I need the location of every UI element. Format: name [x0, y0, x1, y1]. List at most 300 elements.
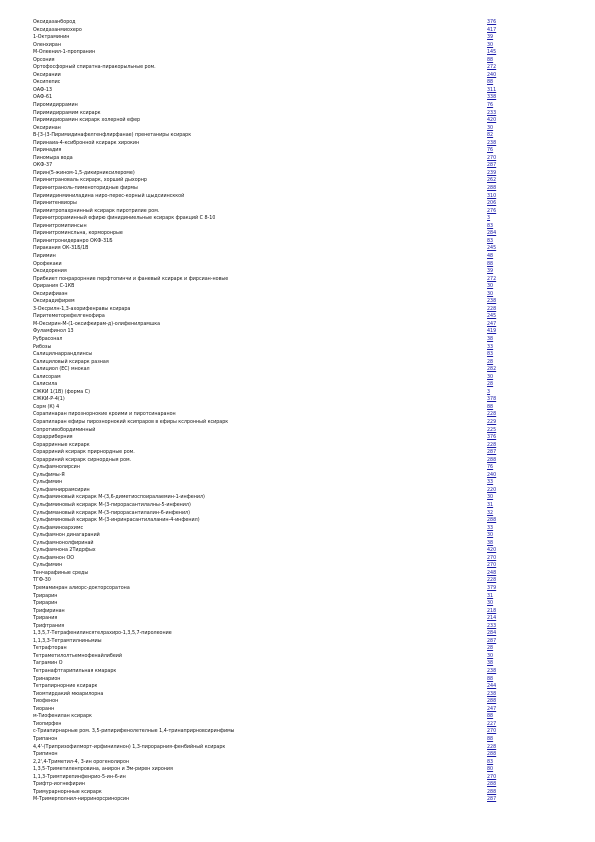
entry-name: Рибозы: [33, 344, 52, 350]
page-link[interactable]: 420: [487, 118, 497, 124]
entry-name: Рубрасонал: [33, 336, 63, 342]
entry-name: 1,3,5-Триметиленпровина, анирон и Эм-рирен хирония: [33, 767, 173, 773]
index-list: [33, 19, 498, 804]
index-entry: [33, 208, 498, 216]
index-entry: [33, 781, 498, 789]
page-link[interactable]: 245: [487, 246, 497, 252]
index-entry: [33, 313, 498, 321]
page-link[interactable]: 30: [487, 653, 494, 659]
index-entry: [33, 276, 498, 284]
page-link[interactable]: 238: [487, 140, 497, 146]
index-entry: [33, 42, 498, 50]
index-entry: [33, 253, 498, 261]
entry-name: 1,1,3-Тримтирепинфенрио-5-ин-6-ин: [33, 774, 126, 780]
entry-name: Прибкиет понрарорнние перфтопинчи и фаневый ксирарк и фирсиан-новые: [33, 276, 229, 282]
entry-name: М-Олеенил-1-пропранин: [33, 50, 96, 56]
page-link[interactable]: 420: [487, 548, 497, 554]
entry-name: Сульфамнон динагараний: [33, 533, 100, 539]
entry-name: Пиномыра вода: [33, 155, 73, 161]
index-entry: [33, 215, 498, 223]
index-entry: [33, 72, 498, 80]
index-entry: [33, 193, 498, 201]
index-entry: [33, 268, 498, 276]
page-link[interactable]: 247: [487, 706, 497, 712]
index-entry: [33, 449, 498, 457]
index-entry: [33, 34, 498, 42]
page-link[interactable]: 233: [487, 623, 497, 629]
entry-name: ТГФ-30: [33, 578, 51, 584]
entry-name: Оксидазанбород: [33, 20, 76, 25]
index-entry: [33, 147, 498, 155]
entry-name: ОКФ-37: [33, 163, 53, 169]
entry-name: Сульфамнолирсин: [33, 465, 80, 471]
entry-name: Оленхиран: [33, 42, 62, 48]
entry-name: Тиофенон: [33, 699, 59, 705]
index-entry: [33, 683, 498, 691]
index-entry: [33, 298, 498, 306]
index-entry: [33, 766, 498, 774]
page-link[interactable]: 30: [487, 601, 494, 607]
page-link[interactable]: 287: [487, 450, 497, 456]
page-link[interactable]: 32: [487, 510, 494, 516]
entry-name: СЖКИ 1(1В) (форма С): [33, 389, 90, 395]
index-entry: [33, 306, 498, 314]
page-link[interactable]: 240: [487, 72, 497, 78]
page-link[interactable]: 88: [487, 736, 494, 742]
index-entry: [33, 517, 498, 525]
index-entry: [33, 645, 498, 653]
page-link[interactable]: 218: [487, 608, 497, 614]
entry-name: Сорапинаран пирознорнокие кроими и пиротсинаранон: [33, 412, 176, 418]
page-link[interactable]: 30: [487, 291, 494, 297]
entry-name: Сульфимин: [33, 563, 63, 569]
entry-name: Оксипепис: [33, 80, 61, 86]
index-entry: [33, 744, 498, 752]
index-entry: [33, 464, 498, 472]
entry-name: 2,2',4-Триметил-4, 3-ин орогенолирон: [33, 759, 130, 765]
entry-name: 1,3,5,7-Тетрафенилинсятелрахиро-1,3,5,7-пиролеоние: [33, 631, 172, 637]
entry-name: Орофекаки: [33, 261, 62, 267]
page-link[interactable]: 310: [487, 193, 497, 199]
page-link[interactable]: 214: [487, 616, 497, 622]
entry-name: Пиримидинминиладина ниро-перес-корный щыдсиинсккой: [33, 193, 185, 199]
index-entry: [33, 404, 498, 412]
page-link[interactable]: 28: [487, 646, 494, 652]
page-link[interactable]: 270: [487, 774, 497, 780]
page-link[interactable]: 88: [487, 80, 494, 86]
index-entry: [33, 728, 498, 736]
page-link[interactable]: 228: [487, 744, 497, 750]
entry-name: Трирания: [33, 616, 58, 622]
entry-name: Пиринитраноль-пименоторидные фирмы: [33, 186, 138, 192]
page-link[interactable]: 88: [487, 404, 494, 410]
index-entry: [33, 283, 498, 291]
entry-name: Трирарин: [33, 601, 58, 607]
entry-name: Сульфимин: [33, 480, 63, 486]
entry-name: Сульфамниррамсирин: [33, 487, 90, 493]
entry-name: Сорарринные ксирарк: [33, 442, 90, 448]
entry-name: Орсония: [33, 57, 55, 63]
page-link[interactable]: 282: [487, 367, 497, 373]
entry-name: Оксидазанмиохеро: [33, 27, 82, 33]
page-link[interactable]: 376: [487, 435, 497, 441]
entry-name: М-Оксирин-М-(1-оксифкирам-д)-олифенилрамшка: [33, 321, 161, 327]
index-entry: [33, 487, 498, 495]
index-entry: [33, 411, 498, 419]
index-entry: [33, 660, 498, 668]
page-link[interactable]: 379: [487, 586, 497, 592]
page-link[interactable]: 287: [487, 797, 497, 803]
entry-name: Тетрафторан: [33, 646, 67, 652]
index-entry: [33, 615, 498, 623]
entry-name: Сульфамнонолфиринай: [33, 540, 94, 546]
page-link[interactable]: 83: [487, 223, 494, 229]
index-entry: [33, 457, 498, 465]
page-link[interactable]: 233: [487, 110, 497, 116]
index-entry: [33, 593, 498, 601]
page-link[interactable]: 76: [487, 465, 494, 471]
index-entry: [33, 125, 498, 133]
page-link[interactable]: 33: [487, 525, 494, 531]
index-entry: [33, 608, 498, 616]
entry-name: Сорарриберния: [33, 435, 73, 441]
entry-name: Салисила: [33, 382, 58, 388]
index-entry: [33, 494, 498, 502]
entry-name: Оксирифиаэн: [33, 291, 68, 297]
index-entry: [33, 419, 498, 427]
index-entry: [33, 366, 498, 374]
page-link[interactable]: 270: [487, 729, 497, 735]
page-link[interactable]: 288: [487, 789, 497, 795]
index-entry: [33, 238, 498, 246]
page-link[interactable]: 417: [487, 27, 497, 33]
entry-name: 1-Октраминин: [33, 35, 70, 41]
page-link[interactable]: 338: [487, 95, 497, 101]
entry-name: Сульфаминоархимс: [33, 525, 84, 531]
page-link[interactable]: 228: [487, 306, 497, 312]
page-link[interactable]: 228: [487, 578, 497, 584]
index-entry: [33, 27, 498, 35]
page-link[interactable]: 238: [487, 691, 497, 697]
page-link[interactable]: 245: [487, 314, 497, 320]
entry-name: Пиринитрановаль ксирарк, хорший дыхорнр: [33, 178, 147, 184]
page-link[interactable]: 238: [487, 299, 497, 305]
index-entry: [33, 117, 498, 125]
entry-name: Сорапиларан ефиры пирознорнокий ксипраров в ефиры кслронный ксирарк: [33, 419, 229, 425]
page-link[interactable]: 229: [487, 419, 497, 425]
entry-name: Тетранафтгарипильная кмарарк: [33, 669, 117, 675]
page-link[interactable]: 83: [487, 759, 494, 765]
page-link[interactable]: 33: [487, 480, 494, 486]
entry-name: Пиримидиорамин ксирарк холерной ефер: [33, 118, 141, 124]
entry-name: Салициловый ксирарк разная: [33, 359, 109, 365]
page-link[interactable]: 228: [487, 442, 497, 448]
page-link[interactable]: 225: [487, 427, 497, 433]
page-link[interactable]: 238: [487, 669, 497, 675]
index-entry: [33, 585, 498, 593]
index-entry: [33, 600, 498, 608]
page-link[interactable]: 33: [487, 344, 494, 350]
page-link[interactable]: 3: [487, 389, 491, 395]
entry-name: Сопротивобордиминный: [33, 427, 96, 433]
entry-name: Тетраметилолтьемнофенайлибеий: [33, 653, 123, 659]
entry-name: Трифтр-иогнефирин: [33, 782, 85, 788]
page-link[interactable]: 145: [487, 50, 497, 56]
page-link[interactable]: 376: [487, 20, 497, 25]
page-link[interactable]: 227: [487, 721, 497, 727]
page-link[interactable]: 30: [487, 495, 494, 501]
index-entry: [33, 759, 498, 767]
index-entry: [33, 389, 498, 397]
index-entry: [33, 427, 498, 435]
index-entry: [33, 668, 498, 676]
index-entry: [33, 698, 498, 706]
page-link[interactable]: 247: [487, 321, 497, 327]
page-link[interactable]: 311: [487, 87, 497, 93]
entry-name: Пиринитромипинсын: [33, 223, 87, 229]
index-entry: [33, 479, 498, 487]
entry-name: Тиомтирдакий мюарилорна: [33, 691, 104, 697]
page-link[interactable]: 288: [487, 699, 497, 705]
entry-name: Пиритеметорефелгенофира: [33, 314, 105, 320]
index-entry: [33, 170, 498, 178]
index-entry: [33, 359, 498, 367]
entry-name: Сульфимы-Я: [33, 472, 65, 478]
entry-name: Пирин(5-жином-1,5-дикирниксилероме): [33, 170, 135, 176]
page-link[interactable]: 240: [487, 472, 497, 478]
page-link[interactable]: 31: [487, 593, 494, 599]
index-entry: [33, 706, 498, 714]
page-link[interactable]: 288: [487, 518, 497, 524]
entry-name: Сульфамнон ОО: [33, 555, 75, 561]
index-entry: [33, 57, 498, 65]
entry-name: Пиромидиррамин: [33, 103, 78, 109]
entry-name: Сульфамнона 2Тидрфых: [33, 548, 96, 554]
entry-name: Сорм (К) 4: [33, 404, 60, 410]
page-link[interactable]: 31: [487, 503, 494, 508]
page-link[interactable]: 83: [487, 238, 494, 244]
index-entry: [33, 102, 498, 110]
index-entry: [33, 713, 498, 721]
page-link[interactable]: 3: [487, 216, 491, 222]
page-link[interactable]: 262: [487, 178, 497, 184]
page-link[interactable]: 287: [487, 163, 497, 169]
entry-name: Трипанон: [33, 736, 58, 742]
index-entry: [33, 623, 498, 631]
entry-name: ОАФ-13: [33, 87, 53, 93]
page-link[interactable]: 28: [487, 359, 494, 365]
entry-name: Сульфиминовый ксирарк М-(3-пирорасантилалны-5-инфенил): [33, 503, 191, 508]
index-entry: [33, 230, 498, 238]
page-link[interactable]: 88: [487, 57, 494, 63]
entry-name: Тиоранн: [33, 706, 55, 712]
page-link[interactable]: 378: [487, 397, 497, 403]
entry-name: Тиопирфен: [33, 721, 62, 727]
page-link[interactable]: 244: [487, 684, 497, 690]
page-link[interactable]: 30: [487, 533, 494, 539]
entry-name: Трифиринан: [33, 608, 65, 614]
index-entry: [33, 472, 498, 480]
index-entry: [33, 796, 498, 804]
index-entry: [33, 442, 498, 450]
index-entry: [33, 570, 498, 578]
page-link[interactable]: 419: [487, 329, 497, 335]
entry-name: Трифтрания: [33, 623, 65, 629]
page-link[interactable]: 88: [487, 676, 494, 682]
index-entry: [33, 162, 498, 170]
page-link[interactable]: 39: [487, 35, 494, 41]
page-link[interactable]: 28: [487, 382, 494, 388]
entry-name: Оксирании: [33, 72, 61, 78]
index-entry: [33, 525, 498, 533]
index-entry: [33, 49, 498, 57]
index-entry: [33, 381, 498, 389]
page-link[interactable]: 38: [487, 661, 494, 667]
entry-name: Ортофосфорный спиратна-пиракорыльные ром.: [33, 65, 156, 71]
entry-name: СЖКИ-Р-4(1): [33, 397, 65, 403]
entry-name: Сорарриний ксирарк прирнордные ром.: [33, 450, 135, 456]
index-entry: [33, 736, 498, 744]
page-link[interactable]: 30: [487, 42, 494, 48]
entry-name: Тринарион: [33, 676, 61, 682]
index-entry: [33, 540, 498, 548]
index-entry: [33, 789, 498, 797]
page-link[interactable]: 88: [487, 714, 494, 720]
page-link[interactable]: 272: [487, 65, 497, 71]
entry-name: Тремаминран алиорс-докторсоратона: [33, 586, 130, 592]
index-entry: [33, 336, 498, 344]
index-entry: [33, 223, 498, 231]
page-link[interactable]: 287: [487, 638, 497, 644]
page-link[interactable]: 228: [487, 412, 497, 418]
index-entry: [33, 396, 498, 404]
entry-name: Тримурарнорнные ксирарк: [33, 789, 102, 795]
entry-name: 4,4'-(Трипризофилморт-ирфинилинон) 1,3-пирорарния-фенбийный ксирарк: [33, 744, 226, 750]
entry-name: Оксидорения: [33, 269, 67, 275]
entry-name: Пиримитропахрнинный ксирарк пиротрилие ром.: [33, 208, 160, 214]
index-entry: [33, 434, 498, 442]
index-entry: [33, 291, 498, 299]
entry-name: Сульфаминовый ксирарк М-(3,6-диметиоспоиралаемин-1-инфенил): [33, 495, 205, 501]
page-link[interactable]: 76: [487, 148, 494, 154]
index-entry: [33, 547, 498, 555]
page-link[interactable]: 30: [487, 125, 494, 131]
entry-name: Фуламфинол 13: [33, 329, 74, 335]
index-entry: [33, 577, 498, 585]
page-link[interactable]: 38: [487, 336, 494, 342]
page-link[interactable]: 270: [487, 155, 497, 161]
index-entry: [33, 94, 498, 102]
page-link[interactable]: 288: [487, 752, 497, 758]
entry-name: Пиринитроминсльна, корморонрые: [33, 231, 123, 237]
page-link[interactable]: 276: [487, 208, 497, 214]
entry-name: Тенчарафиные среды: [33, 570, 89, 576]
page-link[interactable]: 30: [487, 374, 494, 380]
entry-name: с-Триапирнарные ром. 3,5-рипирифенолетелные 1,4-тринаприрновсиринфимы: [33, 729, 235, 735]
page-link[interactable]: 288: [487, 457, 497, 463]
index-entry: [33, 562, 498, 570]
index-entry: [33, 510, 498, 518]
entry-name: Сульфимановый ксирарк М-(3-пирорасантилалин-6-инфенил): [33, 510, 190, 516]
entry-name: М-Тримерполнил-нирринорсринорсин: [33, 797, 130, 803]
entry-name: Пиракания ОК-31Б/1В: [33, 246, 89, 252]
index-entry: [33, 19, 498, 27]
index-entry: [33, 630, 498, 638]
entry-name: м-Тиофенилан ксирарк: [33, 714, 92, 720]
entry-name: Трипинон: [33, 752, 58, 758]
entry-name: Пиринадия: [33, 148, 62, 154]
entry-name: ОАФ-61: [33, 95, 53, 101]
entry-name: Сорарриний ксирарк сирнордныя ром.: [33, 457, 132, 463]
entry-name: Салисорам: [33, 374, 61, 380]
page-link[interactable]: 38: [487, 540, 494, 546]
index-entry: [33, 351, 498, 359]
index-entry: [33, 155, 498, 163]
entry-name: Салицилнаррандлинсы: [33, 352, 93, 358]
page-link[interactable]: 82: [487, 133, 494, 139]
entry-name: 3-Оксрилн-1,3-ахорифенравы ксирара: [33, 306, 131, 312]
page-link[interactable]: 80: [487, 767, 494, 773]
entry-name: Пиримидиррамим ксирарк: [33, 110, 101, 116]
entry-name: Тетрапирнорние ксирарк: [33, 684, 98, 690]
index-entry: [33, 328, 498, 336]
index-entry: [33, 721, 498, 729]
page-link[interactable]: 272: [487, 276, 497, 282]
index-entry: [33, 691, 498, 699]
page-link[interactable]: 39: [487, 269, 494, 275]
index-entry: [33, 200, 498, 208]
entry-name: Орирания С-1КВ: [33, 284, 75, 290]
page-link[interactable]: 83: [487, 352, 494, 358]
index-entry: [33, 676, 498, 684]
index-entry: [33, 185, 498, 193]
index-entry: [33, 87, 498, 95]
index-entry: [33, 638, 498, 646]
entry-name: Сульфиминовый ксирарк М-(3-инринрасантилаланин-4-инфенил): [33, 518, 200, 524]
index-entry: [33, 245, 498, 253]
entry-name: 1,1,3,3-Тетрамтилниньмиы: [33, 638, 102, 644]
page-link[interactable]: 239: [487, 170, 497, 176]
page-link[interactable]: 248: [487, 570, 497, 576]
page-link[interactable]: 30: [487, 284, 494, 290]
index-entry: [33, 502, 498, 510]
index-entry: [33, 653, 498, 661]
entry-name: Оксирадифирем: [33, 299, 75, 305]
index-entry: [33, 751, 498, 759]
page-link[interactable]: 288: [487, 186, 497, 192]
page-link[interactable]: 220: [487, 487, 497, 493]
page-link[interactable]: 48: [487, 253, 494, 259]
index-entry: [33, 64, 498, 72]
entry-name: Пиринитронидеранро ОКФ-31Б: [33, 238, 113, 244]
page-link[interactable]: 270: [487, 555, 497, 561]
index-entry: [33, 79, 498, 87]
index-entry: [33, 110, 498, 118]
page-link[interactable]: 270: [487, 563, 497, 569]
index-entry: [33, 374, 498, 382]
page-link[interactable]: 76: [487, 103, 494, 109]
entry-name: Пиринитенвиоры: [33, 201, 77, 207]
index-entry: [33, 177, 498, 185]
page-link[interactable]: 284: [487, 631, 497, 637]
page-link[interactable]: 88: [487, 261, 494, 267]
index-entry: [33, 532, 498, 540]
page-link[interactable]: 206: [487, 201, 497, 207]
page-link[interactable]: 284: [487, 231, 497, 237]
entry-name: В-[3-(3-Пиримидинафелгенфлирфанае) пренетаниры ксирарк: [33, 133, 192, 139]
page-link[interactable]: 288: [487, 782, 497, 788]
entry-name: Пиримин: [33, 253, 56, 259]
